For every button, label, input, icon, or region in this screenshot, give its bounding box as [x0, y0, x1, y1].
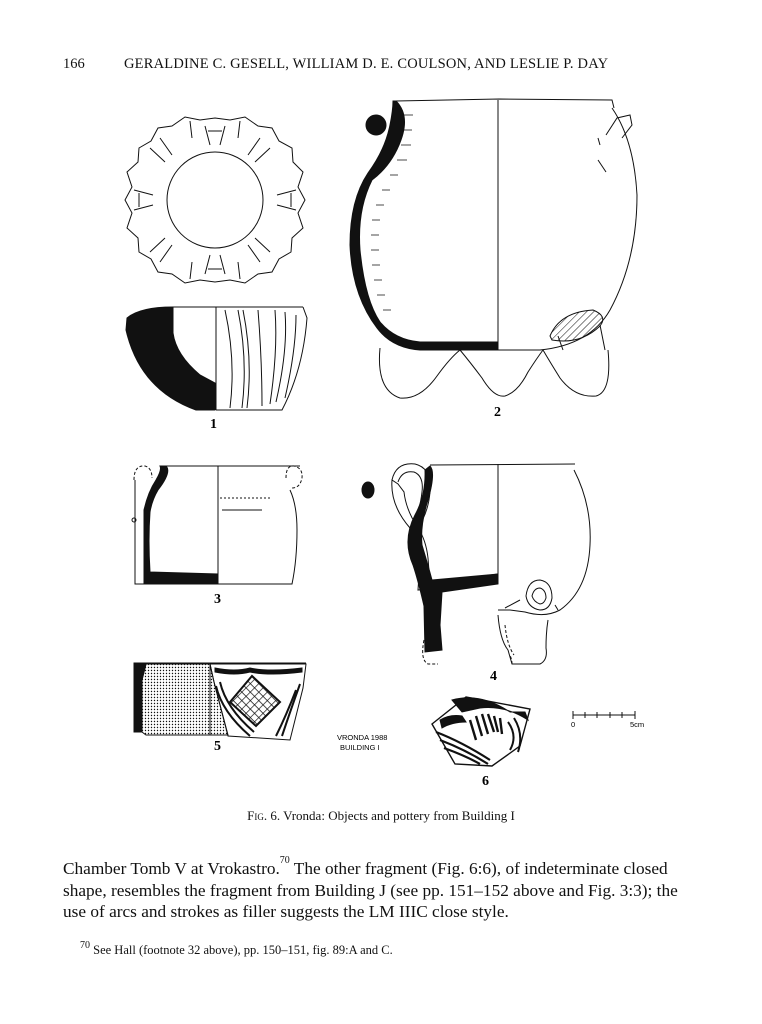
site-label-line1: VRONDA 1988 — [337, 733, 388, 742]
scale-start-label: 0 — [571, 720, 576, 729]
figure-number-3: 3 — [214, 592, 221, 607]
object-4-drawing — [362, 464, 590, 664]
footnote — [80, 940, 393, 958]
page-number: 166 — [63, 56, 85, 72]
figure-caption-prefix: Fig. 6. — [247, 808, 281, 823]
body-text-before-note: Chamber Tomb V at Vrokastro. — [63, 859, 280, 878]
footnote-reference: 70 — [279, 855, 290, 866]
body-text-after-note: The other fragment (Fig. 6:6), of indeterminate closed shape, resembles the fragment from Building J (see pp. 151–152 above and Fig. 3:3); the use of arcs and strokes as filler suggests the LM IIIC close style. — [63, 859, 678, 921]
scale-bar — [573, 711, 635, 719]
footnote-text: See Hall (footnote 32 above), pp. 150–151, fig. 89:A and C. — [90, 943, 393, 957]
object-6-drawing — [432, 697, 530, 766]
figure-number-2: 2 — [494, 405, 501, 420]
body-paragraph — [63, 855, 705, 923]
figure-number-5: 5 — [214, 739, 221, 754]
object-1-plan-drawing — [125, 117, 305, 283]
figure-number-4: 4 — [490, 669, 497, 684]
figure-number-1: 1 — [210, 417, 217, 432]
object-1-section-drawing — [126, 307, 307, 410]
object-5-drawing — [134, 663, 306, 740]
scale-end-label: 5cm — [630, 720, 645, 729]
running-head: GERALDINE C. GESELL, WILLIAM D. E. COULSON, AND LESLIE P. DAY — [124, 56, 609, 72]
footnote-number: 70 — [80, 940, 90, 951]
figure-caption-text: Vronda: Objects and pottery from Building I — [283, 808, 515, 823]
figure-number-6: 6 — [482, 774, 489, 789]
site-label-line2: BUILDING I — [340, 743, 380, 752]
object-2-drawing — [350, 99, 637, 398]
object-3-drawing — [132, 466, 302, 584]
figure-caption — [0, 808, 762, 824]
